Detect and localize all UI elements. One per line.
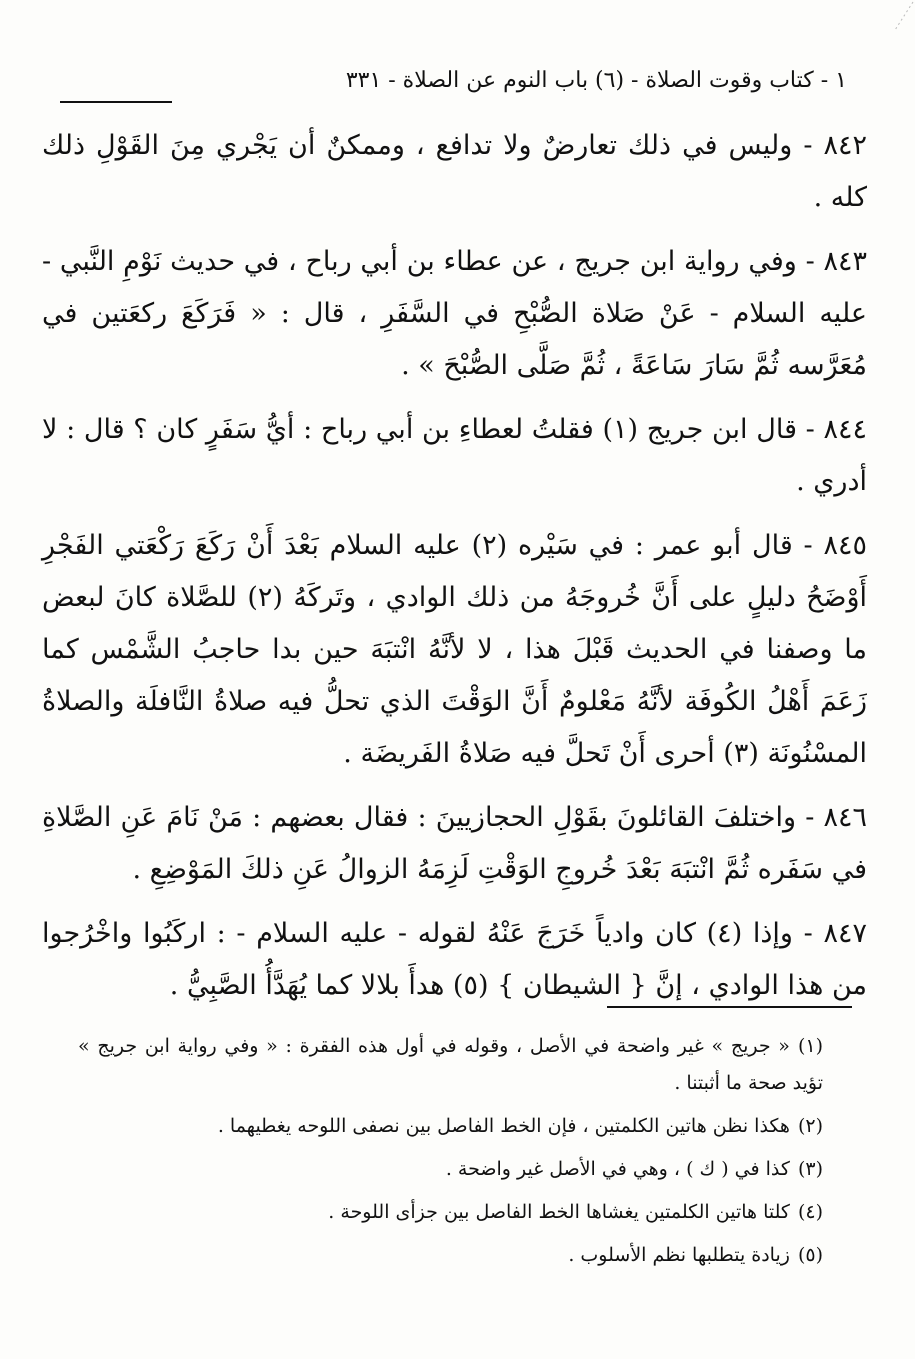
scan-speck-mark bbox=[855, 0, 915, 60]
main-text bbox=[42, 120, 867, 1024]
footnote-5 bbox=[78, 1237, 823, 1274]
footnote-3 bbox=[78, 1151, 823, 1188]
footnote-number: (١) bbox=[797, 1035, 823, 1057]
footnote-text: كذا في ( ك ) ، وهي في الأصل غير واضحة . bbox=[445, 1158, 790, 1180]
footnote-number: (٤) bbox=[797, 1201, 823, 1223]
footnote-text: « جريج » غير واضحة في الأصل ، وقوله في أول هذه الفقرة : « وفي رواية ابن جريج » تؤيد صحة ما أثبتنا . bbox=[78, 1035, 823, 1094]
footnote-4 bbox=[78, 1194, 823, 1231]
header-rule bbox=[60, 101, 172, 103]
footnote-text: هكذا نظن هاتين الكلمتين ، فإن الخط الفاصل بين نصفى اللوحه يغطيهما . bbox=[217, 1115, 790, 1137]
footnote-2 bbox=[78, 1108, 823, 1145]
footnotes bbox=[78, 1028, 823, 1280]
footnote-number: (٥) bbox=[797, 1244, 823, 1266]
footnote-text: زيادة يتطلبها نظم الأسلوب . bbox=[568, 1244, 790, 1266]
paragraph-845: ٨٤٥ - قال أبو عمر : في سَيْره (٢) عليه السلام بَعْدَ أَنْ رَكَعَ رَكْعَتي الفَجْرِ أَوْضَحُ دليلٍ على أَنَّ خُروجَهُ من ذلك الوادي ، وتَركَهُ (٢) للصَّلاة كانَ لبعض ما وصفنا في الحديث قَبْلَ هذا ، لا لأنَّهُ انْتبَهَ حين بدا حاجبُ الشَّمْس كما زَعَمَ أَهْلُ الكُوفَة لأنَّهُ مَعْلومٌ أَنَّ الوَقْتَ الذي تحلُّ فيه صلاةُ النَّافلَة والصلاةُ المسْنُونَة (٣) أحرى أَنْ تَحلَّ فيه صَلاةُ الفَريضَة . bbox=[42, 530, 867, 769]
paragraph-842: ٨٤٢ - وليس في ذلك تعارضٌ ولا تدافع ، وممكنٌ أن يَجْري مِنَ القَوْلِ ذلك كله . bbox=[42, 130, 867, 213]
footnote-text: كلتا هاتين الكلمتين يغشاها الخط الفاصل بين جزأى اللوحة . bbox=[328, 1201, 790, 1223]
footnote-number: (٢) bbox=[797, 1115, 823, 1137]
paragraph-844: ٨٤٤ - قال ابن جريج (١) فقلتُ لعطاءِ بن أبي رباح : أيُّ سَفَرٍ كان ؟ قال : لا أدري . bbox=[42, 414, 867, 497]
footnote-rule bbox=[607, 1006, 852, 1008]
paragraph-846: ٨٤٦ - واختلفَ القائلونَ بقَوْلِ الحجازيينَ : فقال بعضهم : مَنْ نَامَ عَنِ الصَّلاةِ في سَفَره ثُمَّ انْتبَهَ بَعْدَ خُروجِ الوَقْتِ لَزِمَهُ الزوالُ عَنِ ذلكَ المَوْضِعِ . bbox=[42, 802, 867, 885]
running-header: ١ - كتاب وقوت الصلاة - (٦) باب النوم عن الصلاة - ٣٣١ bbox=[345, 68, 847, 93]
paragraph-847: ٨٤٧ - وإذا (٤) كان وادياً خَرَجَ عَنْهُ لقوله - عليه السلام - : اركَبُوا واخْرُجوا من هذا الوادي ، إنَّ { الشيطان } (٥) هدأَ بلالا كما يُهَدَّأُ الصَّبِيُّ . bbox=[42, 918, 867, 1001]
paragraph-843: ٨٤٣ - وفي رواية ابن جريج ، عن عطاء بن أبي رباح ، في حديث نَوْمِ النَّبي - عليه السلام - عَنْ صَلاة الصُّبْحِ في السَّفَرِ ، قال : « فَرَكَعَ ركعَتين في مُعَرَّسه ثُمَّ سَارَ سَاعَةً ، ثُمَّ صَلَّى الصُّبْحَ » . bbox=[42, 246, 867, 381]
footnote-1 bbox=[78, 1028, 823, 1102]
footnote-number: (٣) bbox=[797, 1158, 823, 1180]
